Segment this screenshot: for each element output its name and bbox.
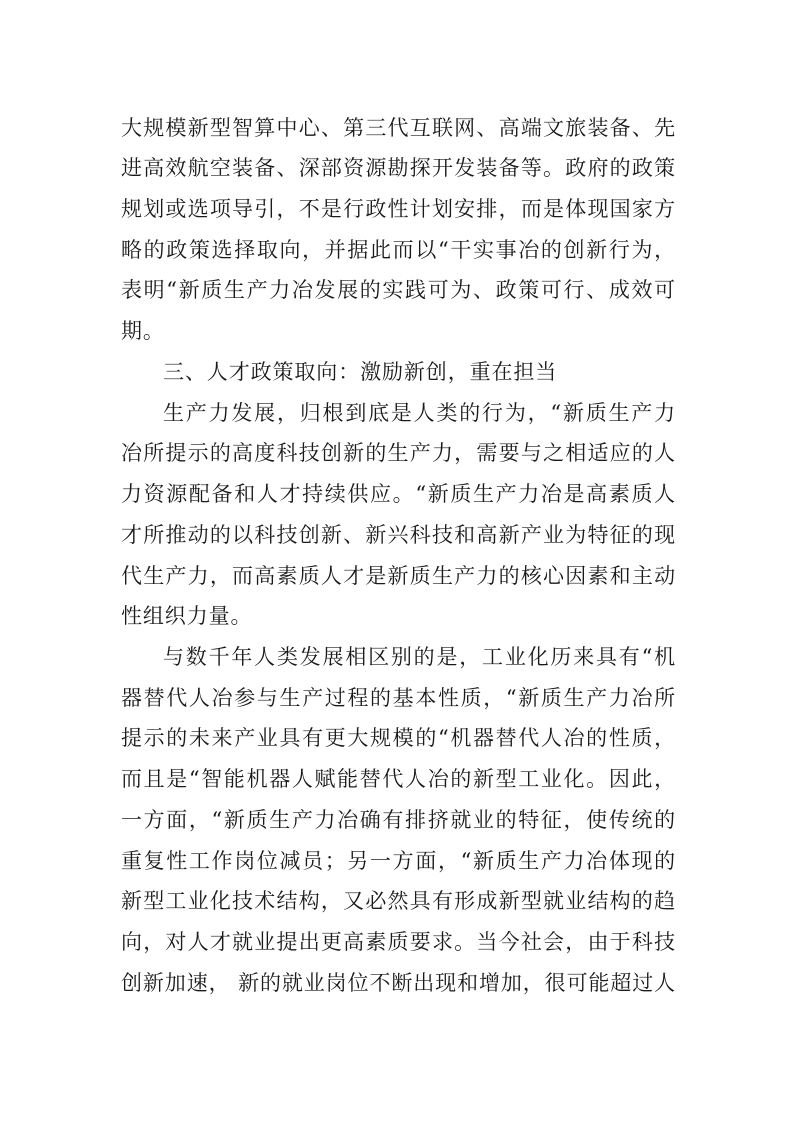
paragraph-first-line: 生产力发展，归根到底是人类的行为，“新质生产力 (163, 401, 676, 425)
text-line: 创新加速， 新的就业岗位不断出现和增加，很可能超过人 (121, 971, 677, 995)
text-line: 期。 (121, 319, 165, 343)
text-line: 一方面，“新质生产力冶确有排挤就业的特征，使传统的 (121, 808, 676, 832)
text-line: 进高效航空装备、深部资源勘探开发装备等。政府的政策 (121, 156, 676, 180)
text-line: 重复性工作岗位减员；另一方面，“新质生产力冶体现的 (121, 849, 676, 873)
section-heading: 三、人才政策取向：激励新创，重在担当 (163, 360, 558, 384)
paragraph-first-line: 与数千年人类发展相区别的是，工业化历来具有“机 (163, 645, 676, 669)
text-line: 略的政策选择取向，并据此而以“干实事冶的创新行为， (121, 238, 676, 262)
text-line: 代生产力，而高素质人才是新质生产力的核心因素和主动 (121, 564, 676, 588)
text-line: 大规模新型智算中心、第三代互联网、高端文旅装备、先 (121, 116, 676, 140)
text-line: 向，对人才就业提出更高素质要求。当今社会，由于科技 (121, 930, 676, 954)
text-line: 冶所提示的高度科技创新的生产力，需要与之相适应的人 (121, 441, 676, 465)
text-line: 器替代人冶参与生产过程的基本性质，“新质生产力冶所 (121, 686, 676, 710)
text-line: 新型工业化技术结构，又必然具有形成新型就业结构的趋 (121, 889, 676, 913)
text-line: 性组织力量。 (121, 604, 253, 628)
text-line: 才所推动的以科技创新、新兴科技和高新产业为特征的现 (121, 523, 676, 547)
text-line: 而且是“智能机器人赋能替代人冶的新型工业化。因此， (121, 767, 676, 791)
text-line: 力资源配备和人才持续供应。“新质生产力冶是高素质人 (121, 482, 676, 506)
text-line: 提示的未来产业具有更大规模的“机器替代人冶的性质， (121, 726, 676, 750)
text-line: 规划或选项导引，不是行政性计划安排，而是体现国家方 (121, 197, 676, 221)
text-line: 表明“新质生产力冶发展的实践可为、政策可行、成效可 (121, 278, 676, 302)
